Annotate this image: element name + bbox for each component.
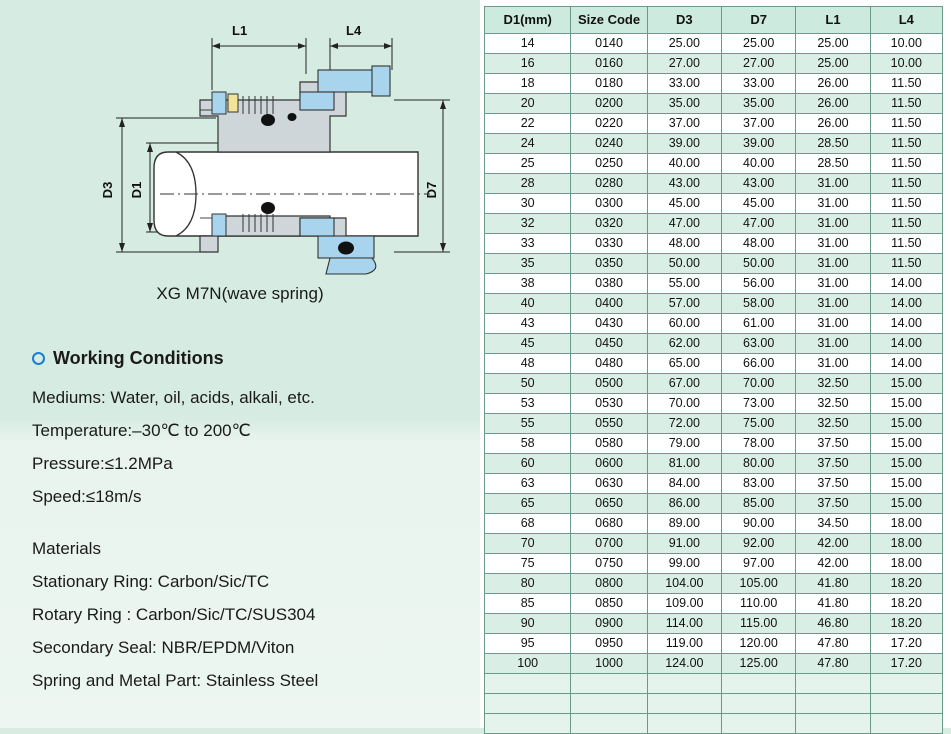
material-rotary-ring: Rotary Ring : Carbon/Sic/TC/SUS304: [32, 604, 316, 624]
table-cell: 24: [485, 134, 571, 154]
table-cell: 89.00: [647, 514, 721, 534]
table-cell: 15.00: [870, 494, 942, 514]
table-cell: 42.00: [796, 534, 870, 554]
table-cell: 11.50: [870, 194, 942, 214]
table-row: [485, 334, 943, 354]
table-row: [485, 514, 943, 534]
table-cell: 40: [485, 294, 571, 314]
table-cell: 31.00: [796, 174, 870, 194]
table-cell: 14.00: [870, 334, 942, 354]
material-stationary-ring: Stationary Ring: Carbon/Sic/TC: [32, 571, 270, 591]
table-cell: 15.00: [870, 414, 942, 434]
table-cell: 14.00: [870, 354, 942, 374]
table-cell: 31.00: [796, 354, 870, 374]
table-cell: 25.00: [647, 34, 721, 54]
table-cell: 37.00: [647, 114, 721, 134]
table-cell: 79.00: [647, 434, 721, 454]
table-cell: 37.50: [796, 434, 870, 454]
table-row: [485, 94, 943, 114]
table-cell: 38: [485, 274, 571, 294]
column-header-d7: D7: [722, 7, 796, 34]
table-row: [485, 254, 943, 274]
table-cell: 31.00: [796, 234, 870, 254]
table-row: [485, 74, 943, 94]
table-cell: 11.50: [870, 174, 942, 194]
table-cell: 28: [485, 174, 571, 194]
column-header-d1: D1(mm): [485, 7, 571, 34]
table-row: [485, 414, 943, 434]
table-cell: 110.00: [722, 594, 796, 614]
table-cell: 0800: [571, 574, 647, 594]
table-cell: 27.00: [647, 54, 721, 74]
table-cell: 45: [485, 334, 571, 354]
table-cell: 53: [485, 394, 571, 414]
table-cell: 41.80: [796, 594, 870, 614]
table-cell: 25.00: [722, 34, 796, 54]
table-cell: 10.00: [870, 34, 942, 54]
table-cell-empty: [485, 694, 571, 714]
table-cell: 57.00: [647, 294, 721, 314]
table-cell: 0220: [571, 114, 647, 134]
table-cell: 37.50: [796, 474, 870, 494]
table-cell-empty: [571, 674, 647, 694]
table-cell: 14: [485, 34, 571, 54]
dimension-table: [484, 6, 943, 734]
table-cell: 32.50: [796, 374, 870, 394]
table-row-blank: [485, 694, 943, 714]
table-cell: 0530: [571, 394, 647, 414]
svg-text:L4: L4: [346, 23, 362, 38]
table-cell: 60.00: [647, 314, 721, 334]
table-cell: 40.00: [722, 154, 796, 174]
table-cell: 14.00: [870, 294, 942, 314]
table-cell: 0250: [571, 154, 647, 174]
table-row: [485, 594, 943, 614]
working-condition-temperature: Temperature:–30℃ to 200℃: [32, 421, 251, 441]
table-row: [485, 314, 943, 334]
table-cell: 18: [485, 74, 571, 94]
table-cell: 0580: [571, 434, 647, 454]
table-cell: 37.50: [796, 454, 870, 474]
table-cell: 80.00: [722, 454, 796, 474]
table-row: [485, 134, 943, 154]
table-cell: 120.00: [722, 634, 796, 654]
table-cell: 63: [485, 474, 571, 494]
table-cell: 97.00: [722, 554, 796, 574]
table-row: [485, 434, 943, 454]
table-row: [485, 194, 943, 214]
table-cell: 43: [485, 314, 571, 334]
table-cell: 86.00: [647, 494, 721, 514]
table-cell: 104.00: [647, 574, 721, 594]
table-cell: 70: [485, 534, 571, 554]
table-cell: 56.00: [722, 274, 796, 294]
table-cell: 26.00: [796, 74, 870, 94]
column-header-l4: L4: [870, 7, 942, 34]
table-cell: 66.00: [722, 354, 796, 374]
svg-text:D1: D1: [129, 181, 144, 199]
table-cell: 37.00: [722, 114, 796, 134]
materials-heading: Materials: [32, 538, 101, 558]
specs-text-block: [32, 348, 472, 697]
table-row: [485, 534, 943, 554]
table-row: [485, 214, 943, 234]
table-cell: 11.50: [870, 254, 942, 274]
table-cell: 45.00: [647, 194, 721, 214]
table-cell: 26.00: [796, 94, 870, 114]
circle-outline-icon: [32, 352, 45, 365]
table-cell: 58.00: [722, 294, 796, 314]
table-cell: 35.00: [647, 94, 721, 114]
table-row: [485, 34, 943, 54]
table-cell: 14.00: [870, 314, 942, 334]
table-cell: 25: [485, 154, 571, 174]
table-cell: 0240: [571, 134, 647, 154]
table-cell-empty: [796, 674, 870, 694]
table-cell: 119.00: [647, 634, 721, 654]
table-cell: 63.00: [722, 334, 796, 354]
table-cell: 67.00: [647, 374, 721, 394]
table-cell: 70.00: [647, 394, 721, 414]
table-cell: 55: [485, 414, 571, 434]
table-cell: 47.80: [796, 634, 870, 654]
table-cell: 31.00: [796, 194, 870, 214]
table-cell: 18.00: [870, 554, 942, 574]
table-row: [485, 554, 943, 574]
table-cell: 40.00: [647, 154, 721, 174]
table-cell: 43.00: [722, 174, 796, 194]
table-cell: 18.20: [870, 574, 942, 594]
table-cell: 16: [485, 54, 571, 74]
table-cell: 42.00: [796, 554, 870, 574]
table-row: [485, 274, 943, 294]
table-cell-empty: [796, 694, 870, 714]
table-cell: 115.00: [722, 614, 796, 634]
table-cell: 105.00: [722, 574, 796, 594]
table-cell: 61.00: [722, 314, 796, 334]
table-row: [485, 494, 943, 514]
table-cell: 18.20: [870, 614, 942, 634]
table-cell: 100: [485, 654, 571, 674]
table-cell-empty: [647, 714, 721, 734]
table-cell: 46.80: [796, 614, 870, 634]
column-header-l1: L1: [796, 7, 870, 34]
table-cell: 124.00: [647, 654, 721, 674]
table-row: [485, 614, 943, 634]
table-cell: 15.00: [870, 394, 942, 414]
svg-text:L1: L1: [232, 23, 248, 38]
table-cell: 25.00: [796, 54, 870, 74]
table-cell: 90: [485, 614, 571, 634]
table-cell: 31.00: [796, 214, 870, 234]
table-cell: 31.00: [796, 334, 870, 354]
svg-text:D3: D3: [100, 181, 115, 199]
table-cell: 15.00: [870, 454, 942, 474]
table-cell: 84.00: [647, 474, 721, 494]
table-cell: 90.00: [722, 514, 796, 534]
table-cell: 0380: [571, 274, 647, 294]
table-cell: 43.00: [647, 174, 721, 194]
table-cell: 81.00: [647, 454, 721, 474]
table-cell: 41.80: [796, 574, 870, 594]
table-row-blank: [485, 714, 943, 734]
table-row: [485, 234, 943, 254]
table-cell: 39.00: [647, 134, 721, 154]
table-cell: 0200: [571, 94, 647, 114]
table-cell: 0600: [571, 454, 647, 474]
table-cell: 11.50: [870, 94, 942, 114]
table-row: [485, 294, 943, 314]
table-cell: 48.00: [722, 234, 796, 254]
table-cell: 32: [485, 214, 571, 234]
spacer: [32, 514, 472, 532]
table-cell: 11.50: [870, 134, 942, 154]
table-cell: 65.00: [647, 354, 721, 374]
table-cell: 32.50: [796, 414, 870, 434]
spec-table-panel: [480, 0, 951, 728]
table-cell: 0950: [571, 634, 647, 654]
table-cell: 85: [485, 594, 571, 614]
table-row: [485, 114, 943, 134]
diagram-caption: XG M7N(wave spring): [156, 284, 324, 303]
table-cell: 60: [485, 454, 571, 474]
table-cell-empty: [870, 714, 942, 734]
table-row: [485, 634, 943, 654]
table-cell: 11.50: [870, 234, 942, 254]
table-cell-empty: [796, 714, 870, 734]
table-cell: 31.00: [796, 274, 870, 294]
table-cell-empty: [485, 674, 571, 694]
table-cell: 0400: [571, 294, 647, 314]
table-cell: 15.00: [870, 434, 942, 454]
table-cell-empty: [870, 694, 942, 714]
table-cell: 55.00: [647, 274, 721, 294]
table-row: [485, 54, 943, 74]
table-cell: 34.50: [796, 514, 870, 534]
table-cell: 18.20: [870, 594, 942, 614]
table-cell: 73.00: [722, 394, 796, 414]
working-condition-mediums: Mediums: Water, oil, acids, alkali, etc.: [32, 388, 315, 407]
table-cell: 48.00: [647, 234, 721, 254]
table-cell: 92.00: [722, 534, 796, 554]
table-header-row: [485, 7, 943, 34]
table-cell: 11.50: [870, 214, 942, 234]
table-cell: 30: [485, 194, 571, 214]
table-row: [485, 394, 943, 414]
table-cell: 39.00: [722, 134, 796, 154]
table-cell: 50: [485, 374, 571, 394]
table-row: [485, 354, 943, 374]
material-spring-metal-part: Spring and Metal Part: Stainless Steel: [32, 671, 319, 691]
table-cell: 0630: [571, 474, 647, 494]
table-cell: 109.00: [647, 594, 721, 614]
table-row: [485, 574, 943, 594]
table-cell: 83.00: [722, 474, 796, 494]
table-cell: 0450: [571, 334, 647, 354]
table-cell: 35: [485, 254, 571, 274]
table-cell: 37.50: [796, 494, 870, 514]
table-row: [485, 374, 943, 394]
table-cell: 18.00: [870, 534, 942, 554]
table-cell-empty: [571, 694, 647, 714]
table-cell: 0430: [571, 314, 647, 334]
table-cell: 85.00: [722, 494, 796, 514]
table-cell: 11.50: [870, 74, 942, 94]
table-cell: 0350: [571, 254, 647, 274]
table-cell: 65: [485, 494, 571, 514]
table-cell: 95: [485, 634, 571, 654]
table-cell: 91.00: [647, 534, 721, 554]
table-cell: 28.50: [796, 154, 870, 174]
table-cell: 14.00: [870, 274, 942, 294]
table-cell: 78.00: [722, 434, 796, 454]
table-cell: 0900: [571, 614, 647, 634]
table-cell: 75.00: [722, 414, 796, 434]
table-cell: 62.00: [647, 334, 721, 354]
table-cell: 31.00: [796, 314, 870, 334]
table-cell: 50.00: [647, 254, 721, 274]
table-row: [485, 154, 943, 174]
material-secondary-seal: Secondary Seal: NBR/EPDM/Viton: [32, 637, 295, 657]
table-cell: 72.00: [647, 414, 721, 434]
table-cell: 0160: [571, 54, 647, 74]
column-header-size-code: Size Code: [571, 7, 647, 34]
table-cell: 0550: [571, 414, 647, 434]
table-cell: 0850: [571, 594, 647, 614]
table-cell: 58: [485, 434, 571, 454]
seal-assembly-drawing: [0, 0, 480, 300]
table-cell: 0140: [571, 34, 647, 54]
table-cell: 80: [485, 574, 571, 594]
table-cell: 15.00: [870, 474, 942, 494]
table-cell: 0180: [571, 74, 647, 94]
table-cell: 20: [485, 94, 571, 114]
table-cell: 0680: [571, 514, 647, 534]
table-row: [485, 654, 943, 674]
working-condition-pressure: Pressure:≤1.2MPa: [32, 454, 173, 474]
table-cell: 1000: [571, 654, 647, 674]
table-cell: 47.00: [722, 214, 796, 234]
table-cell: 18.00: [870, 514, 942, 534]
table-cell: 27.00: [722, 54, 796, 74]
working-conditions-heading-label: Working Conditions: [53, 348, 224, 368]
table-cell: 75: [485, 554, 571, 574]
table-cell: 47.00: [647, 214, 721, 234]
table-cell: 114.00: [647, 614, 721, 634]
table-cell: 0650: [571, 494, 647, 514]
table-cell: 22: [485, 114, 571, 134]
svg-text:D7: D7: [424, 181, 439, 199]
table-cell: 99.00: [647, 554, 721, 574]
table-cell: 26.00: [796, 114, 870, 134]
table-cell: 0300: [571, 194, 647, 214]
table-cell: 25.00: [796, 34, 870, 54]
table-cell: 31.00: [796, 294, 870, 314]
working-condition-speed: Speed:≤18m/s: [32, 487, 142, 507]
table-cell: 17.20: [870, 654, 942, 674]
table-cell-empty: [485, 714, 571, 734]
table-cell: 0500: [571, 374, 647, 394]
table-cell: 45.00: [722, 194, 796, 214]
table-cell: 0480: [571, 354, 647, 374]
table-row: [485, 474, 943, 494]
table-cell: 0330: [571, 234, 647, 254]
table-cell: 70.00: [722, 374, 796, 394]
table-cell: 0320: [571, 214, 647, 234]
table-cell: 28.50: [796, 134, 870, 154]
table-cell: 32.50: [796, 394, 870, 414]
table-cell: 31.00: [796, 254, 870, 274]
table-cell: 17.20: [870, 634, 942, 654]
table-cell: 33.00: [647, 74, 721, 94]
table-cell: 33.00: [722, 74, 796, 94]
table-cell: 0750: [571, 554, 647, 574]
table-cell-empty: [647, 694, 721, 714]
table-cell-empty: [647, 674, 721, 694]
table-row: [485, 174, 943, 194]
table-cell: 33: [485, 234, 571, 254]
table-cell-empty: [722, 674, 796, 694]
table-cell-empty: [722, 714, 796, 734]
table-cell: 0280: [571, 174, 647, 194]
table-cell: 35.00: [722, 94, 796, 114]
table-cell: 11.50: [870, 114, 942, 134]
table-cell: 10.00: [870, 54, 942, 74]
table-row: [485, 454, 943, 474]
table-row-blank: [485, 674, 943, 694]
table-cell-empty: [722, 694, 796, 714]
table-cell-empty: [571, 714, 647, 734]
table-head: [485, 7, 943, 34]
table-cell: 11.50: [870, 154, 942, 174]
table-cell: 50.00: [722, 254, 796, 274]
table-cell: 48: [485, 354, 571, 374]
table-cell: 47.80: [796, 654, 870, 674]
table-cell: 125.00: [722, 654, 796, 674]
column-header-d3: D3: [647, 7, 721, 34]
table-cell: 15.00: [870, 374, 942, 394]
table-body: [485, 34, 943, 734]
table-cell: 68: [485, 514, 571, 534]
working-conditions-heading: [32, 348, 472, 369]
table-cell: 0700: [571, 534, 647, 554]
table-cell-empty: [870, 674, 942, 694]
